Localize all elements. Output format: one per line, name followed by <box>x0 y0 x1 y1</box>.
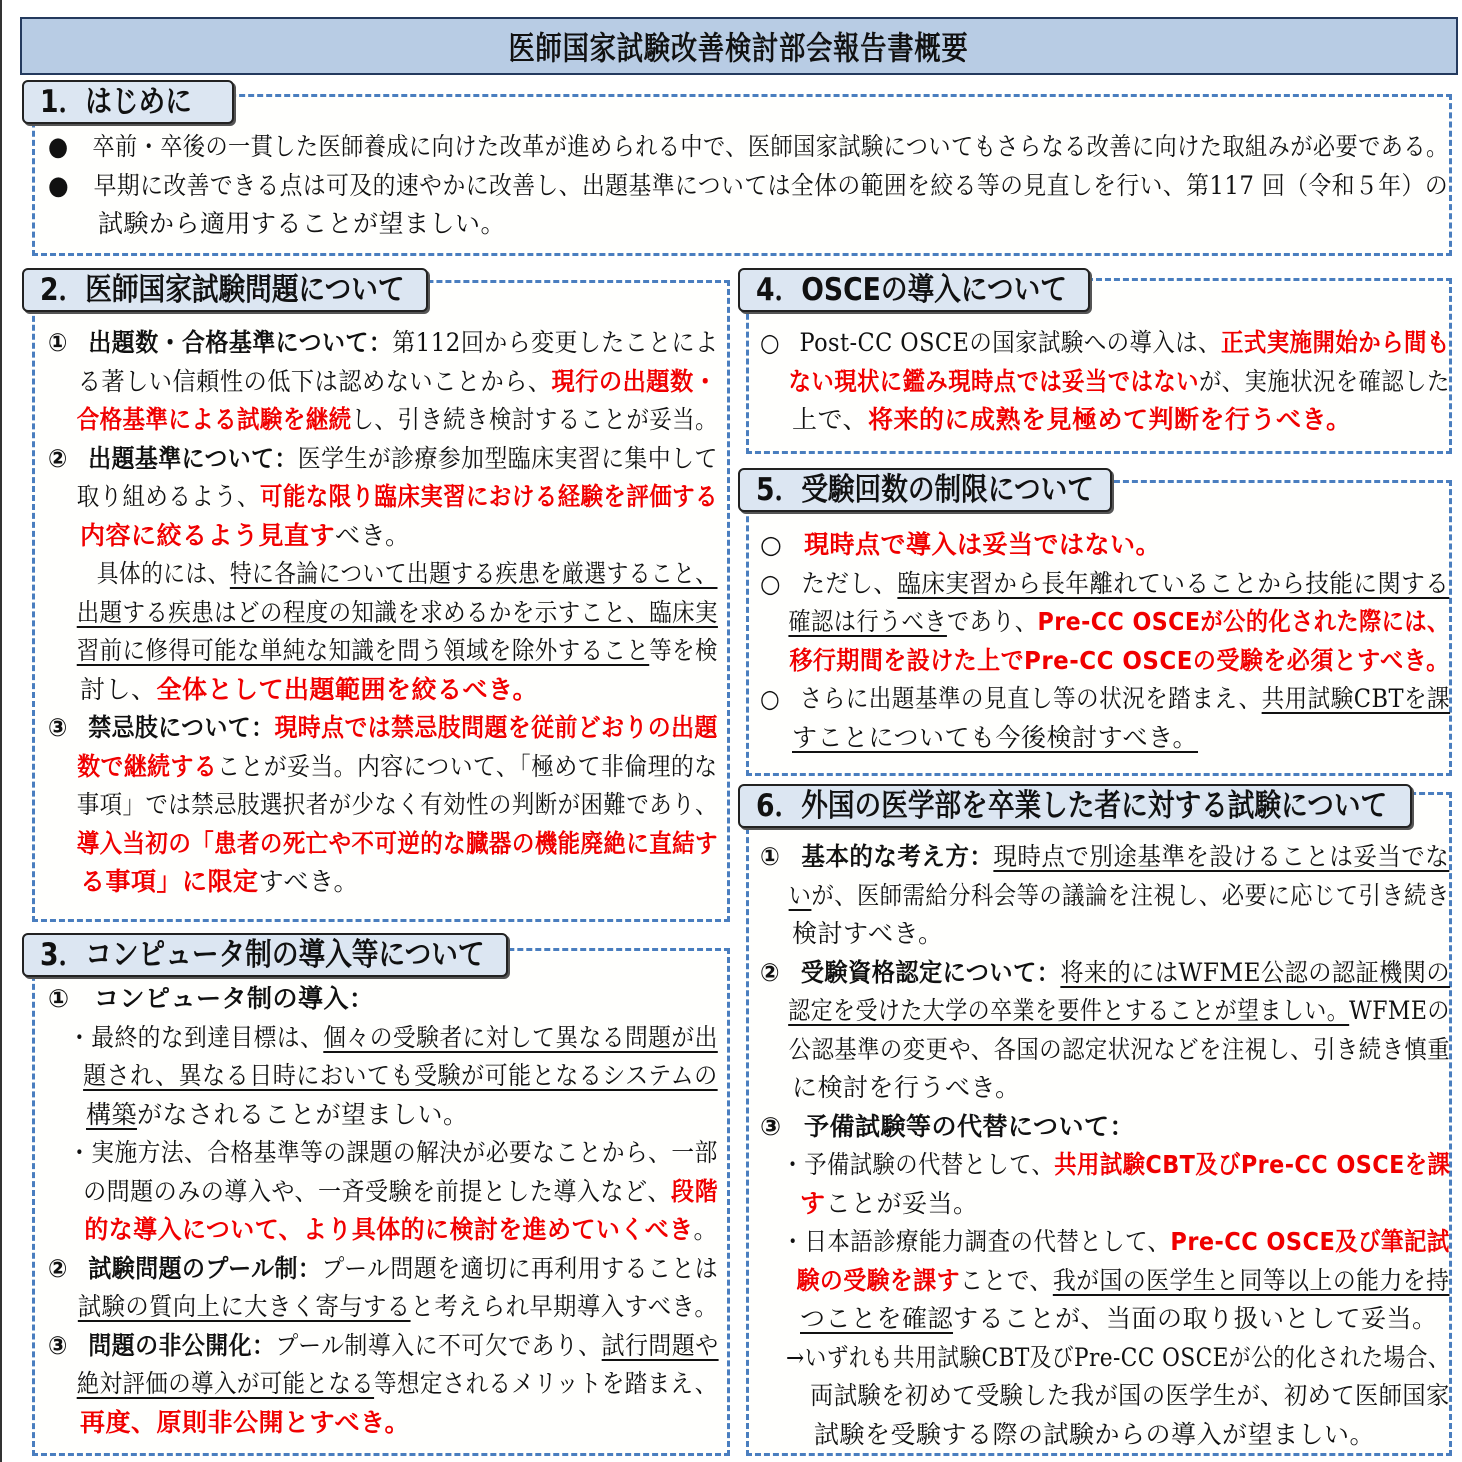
text: ことで、 <box>959 1265 1053 1295</box>
intro-text-3: 試験から適用することが望ましい。 <box>98 209 507 238</box>
emphasis-text: 合格基準による試験を継続 <box>76 405 352 434</box>
section-1-heading <box>22 80 234 124</box>
emphasis-text: る事項」に限定 <box>80 867 259 896</box>
emphasis-text: 再度、原則非公開とすべき。 <box>80 1407 411 1437</box>
section-2-heading <box>22 268 428 312</box>
s3-item1-b2-line1 <box>48 1134 718 1173</box>
text: 討し、 <box>80 674 157 704</box>
s2-item3-line1 <box>48 709 718 748</box>
s6-item3-b2-line2 <box>760 1262 1450 1301</box>
number-marker: ① <box>760 842 781 871</box>
text: と考えられ早期導入すべき。 <box>410 1292 719 1321</box>
bullet-icon: ● <box>48 132 69 162</box>
text: WFMEの <box>1349 996 1450 1025</box>
s3-item1-b2-line2 <box>48 1173 718 1212</box>
text: 検討すべき。 <box>792 919 944 948</box>
s6-item1-line1 <box>760 838 1450 877</box>
text: 両試験を初めて受験した我が国の医学生が、初めて医師国家 <box>810 1381 1450 1410</box>
s2-item2-line5 <box>48 594 718 633</box>
number-marker: ③ <box>48 1330 68 1360</box>
emphasis-text: ない現状に鑑み現時点では妥当ではない <box>788 366 1199 396</box>
list-item <box>48 167 1448 206</box>
underlined-text: 題され、異なる日時においても受験が可能となるシステムの <box>83 1061 718 1090</box>
text: 試験を受験する際の試験からの導入が望ましい。 <box>814 1419 1376 1449</box>
emphasis-text: 現時点で導入は妥当ではない。 <box>804 530 1162 559</box>
underlined-text: 現時点で別途基準を設けることは妥当でな <box>993 842 1450 871</box>
text: 具体的には、 <box>96 559 230 588</box>
s6-item3-arrow-line2 <box>760 1377 1450 1416</box>
s3-item2-line2 <box>48 1288 718 1327</box>
item-label: 試験問題のプール制： <box>88 1253 322 1283</box>
emphasis-text: 共用試験CBT及びPre-CC OSCEを課 <box>1054 1150 1451 1179</box>
section-6-heading <box>738 784 1412 828</box>
text: る著しい信頼性の低下は認めないことから、 <box>77 366 552 396</box>
s2-item2-line2 <box>48 478 718 517</box>
item-label: 受験資格認定について： <box>800 957 1061 987</box>
circle-marker-icon: ○ <box>760 568 782 598</box>
number-marker: ③ <box>48 713 68 742</box>
bullet-icon: ● <box>48 170 70 201</box>
list-item-continuation <box>48 205 1448 244</box>
number-marker: ② <box>48 443 68 473</box>
s2-item2-line4 <box>48 555 718 594</box>
document-title-bar <box>20 17 1458 75</box>
emphasis-text: 験の受験を課す <box>796 1265 960 1295</box>
intro-text-1: 卒前・卒後の一貫した医師養成に向けた改革が進められる中で、医師国家試験についてもさらなる改善に向けた取組みが必要である。 <box>92 132 1449 161</box>
document-title: 医師国家試験改善検討部会報告書概要 <box>508 29 970 67</box>
text: Post-CC OSCEの国家試験への導入は、 <box>799 328 1221 357</box>
emphasis-text: 段階 <box>671 1176 719 1206</box>
text: ことが妥当。内容について、「極めて非倫理的な <box>217 751 718 781</box>
s2-item1-line1 <box>48 324 718 363</box>
text: 公認基準の変更や、各国の認定状況などを注視し、引き続き慎重 <box>788 1034 1451 1064</box>
section-4-content <box>760 324 1450 440</box>
section-6-content <box>760 838 1450 1454</box>
text: プール問題を適切に再利用することは <box>321 1253 719 1283</box>
s6-item3-line1 <box>760 1108 1450 1147</box>
s4-line2 <box>760 363 1450 402</box>
section-3-heading <box>22 933 508 977</box>
item-label: 基本的な考え方： <box>801 842 994 871</box>
text: プール制導入に不可欠であり、 <box>275 1330 602 1360</box>
emphasis-text: 将来的に成熟を見極めて判断を行うべき。 <box>868 405 1352 434</box>
text: の問題のみの導入や、一斉受験を前提とした導入など、 <box>83 1176 672 1206</box>
s3-item3-line1 <box>48 1327 718 1366</box>
s6-item3-arrow-line3 <box>760 1416 1450 1455</box>
text: →いずれも共用試験CBT及びPre-CC OSCEが公的化された場合、 <box>786 1342 1450 1372</box>
section-3-content <box>48 980 718 1442</box>
number-marker: ① <box>48 984 70 1013</box>
s6-item1-line3 <box>760 915 1450 954</box>
number-marker: ③ <box>760 1111 782 1141</box>
text: ただし、 <box>801 568 898 598</box>
item-label: 禁忌肢について： <box>88 713 275 742</box>
emphasis-text: 移行期間を設けた上でPre-CC OSCEの受験を必須とすべき。 <box>789 645 1450 675</box>
s3-item3-line2 <box>48 1365 718 1404</box>
emphasis-text: 可能な限り臨床実習における経験を評価する <box>259 482 718 511</box>
item-label: コンピュータ制の導入： <box>94 984 375 1013</box>
s6-item2-line2 <box>760 992 1450 1031</box>
emphasis-text: 現時点では禁忌肢問題を従前どおりの出題 <box>274 713 718 742</box>
text: ことが妥当。 <box>825 1188 979 1218</box>
underlined-text: 構築 <box>86 1099 138 1129</box>
underlined-text: 試験の質向上に大きく寄与する <box>77 1292 411 1321</box>
s6-item2-line1 <box>760 954 1450 993</box>
text: 最終的な到達目標は、 <box>91 1022 324 1052</box>
item-label: 出題基準について： <box>88 443 298 473</box>
emphasis-text: 内容に絞るよう見直す <box>80 520 336 550</box>
s2-item2-line6 <box>48 632 718 671</box>
section-4-heading <box>738 268 1090 312</box>
section-1-content <box>48 128 1448 244</box>
s3-item1-line1 <box>48 980 718 1019</box>
s2-item3-line2 <box>48 748 718 787</box>
number-marker: ② <box>760 957 781 987</box>
circle-marker-icon: ○ <box>760 530 783 559</box>
emphasis-text: 導入当初の「患者の死亡や不可逆的な臓器の機能廃絶に直結す <box>76 828 718 858</box>
s6-item2-line4 <box>760 1069 1450 1108</box>
s2-item1-line3 <box>48 401 718 440</box>
underlined-text: 認定を受けた大学の卒業を要件とすることが望ましい。 <box>788 996 1350 1025</box>
emphasis-text: す <box>800 1188 826 1218</box>
text: 日本語診療能力調査の代替として、 <box>804 1227 1171 1256</box>
bullet-dot-icon: ・ <box>68 1022 92 1052</box>
s5-item3-line1 <box>760 680 1450 719</box>
section-2-content <box>48 324 718 902</box>
underlined-text: すことについても今後検討すべき。 <box>792 722 1199 752</box>
s3-item1-b1-line3 <box>48 1096 718 1135</box>
circle-marker-icon: ○ <box>760 328 781 357</box>
text: することが、当面の取り扱いとして妥当。 <box>953 1304 1438 1333</box>
underlined-text: 将来的にはWFME公認の認証機関の <box>1060 957 1451 987</box>
item-label: 問題の非公開化： <box>88 1330 276 1360</box>
item-label: 予備試験等の代替について： <box>804 1111 1136 1141</box>
number-marker: ② <box>48 1253 68 1283</box>
section-5-heading <box>738 468 1112 512</box>
underlined-text: 絶対評価の導入が可能となる <box>76 1369 375 1398</box>
text: がなされることが望ましい。 <box>137 1099 469 1129</box>
underlined-text: 特に各論について出題する疾患を厳選すること、 <box>229 559 718 588</box>
s5-item2-line1 <box>760 565 1450 604</box>
text: 事項」では禁忌肢選択者が少なく有効性の判断が困難であり、 <box>76 790 718 819</box>
text: であり、 <box>946 607 1038 636</box>
text: 第112回から変更したことによ <box>392 328 719 357</box>
emphasis-text: Pre-CC OSCEが公的化された際には、 <box>1037 607 1450 636</box>
section-3-heading-text: 3．コンピュータ制の導入等について <box>40 937 485 973</box>
text: 等を検 <box>649 636 718 665</box>
s2-item3-line5 <box>48 863 718 902</box>
section-2-heading-text: 2．医師国家試験問題について <box>40 272 405 308</box>
s6-item3-b2-line1 <box>760 1223 1450 1262</box>
text: さらに出題基準の見直し等の状況を踏まえ、 <box>799 684 1262 713</box>
text: し、引き続き検討することが妥当。 <box>351 405 718 434</box>
s4-line1 <box>760 324 1450 363</box>
underlined-text: 共用試験CBTを課 <box>1261 684 1451 713</box>
emphasis-text: 的な導入について、より具体的に検討を進めていくべき <box>84 1215 694 1244</box>
text: 実施方法、合格基準等の課題の解決が必要なことから、一部 <box>91 1138 718 1167</box>
s3-item1-b1-line1 <box>48 1019 718 1058</box>
s6-item3-b2-line3 <box>760 1300 1450 1339</box>
item-label: 出題数・合格基準について： <box>88 328 393 357</box>
s5-item3-line2 <box>760 719 1450 758</box>
bullet-dot-icon: ・ <box>781 1227 805 1256</box>
s5-item2-line3 <box>760 642 1450 681</box>
bullet-dot-icon: ・ <box>781 1150 805 1179</box>
text: が、医師需給分科会等の議論を注視し、必要に応じて引き続き <box>811 880 1450 910</box>
intro-text-2: 早期に改善できる点は可及的速やかに改善し、出題基準については全体の範囲を絞る等の見直しを行い、第117 回（令和５年）の <box>93 170 1449 200</box>
s3-item3-line3 <box>48 1404 718 1443</box>
underlined-text: 臨床実習から長年離れていることから技能に関する <box>897 568 1450 598</box>
text: が、実施状況を確認した <box>1198 366 1450 396</box>
s6-item1-line2 <box>760 877 1450 916</box>
emphasis-text: Pre-CC OSCE及び筆記試 <box>1170 1227 1450 1256</box>
underlined-text: 確認は行うべき <box>788 607 947 636</box>
text: 取り組めるよう、 <box>76 482 260 511</box>
section-5-content <box>760 526 1450 757</box>
underlined-text: い <box>788 880 812 910</box>
section-6-heading-text: 6．外国の医学部を卒業した者に対する試験について <box>756 788 1388 824</box>
s5-item2-line2 <box>760 603 1450 642</box>
underlined-text: 習前に修得可能な単純な知識を問う領域を除外すること <box>76 636 650 665</box>
s2-item1-line2 <box>48 363 718 402</box>
emphasis-text: 数で継続する <box>77 751 218 781</box>
s2-item3-line4 <box>48 825 718 864</box>
emphasis-text: 正式実施開始から間も <box>1220 328 1450 357</box>
text: 上で、 <box>792 405 869 434</box>
text: に検討を行うべき。 <box>792 1073 1021 1102</box>
s6-item3-arrow-line1 <box>760 1339 1450 1378</box>
number-marker: ① <box>48 328 68 357</box>
s3-item1-b2-line3 <box>48 1211 718 1250</box>
text: すべき。 <box>258 867 360 896</box>
underlined-text: つことを確認 <box>800 1304 954 1333</box>
section-1-heading-text: 1．はじめに <box>40 84 192 120</box>
s6-item3-b1-line2 <box>760 1185 1450 1224</box>
s6-item3-b1-line1 <box>760 1146 1450 1185</box>
s6-item2-line3 <box>760 1031 1450 1070</box>
section-5-heading-text: 5．受験回数の制限について <box>756 472 1094 508</box>
s2-item2-line7 <box>48 671 718 710</box>
s5-item1 <box>760 526 1450 565</box>
underlined-text: 我が国の医学生と同等以上の能力を持 <box>1052 1265 1450 1295</box>
s4-line3 <box>760 401 1450 440</box>
text: 。 <box>693 1215 718 1244</box>
s3-item1-b1-line2 <box>48 1057 718 1096</box>
underlined-text: 出題する疾患はどの程度の知識を求めるかを示すこと、臨床実 <box>76 597 718 627</box>
emphasis-text: 全体として出題範囲を絞るべき。 <box>156 674 539 704</box>
s2-item2-line1 <box>48 440 718 479</box>
underlined-text: 個々の受験者に対して異なる問題が出 <box>323 1022 718 1052</box>
emphasis-text: 現行の出題数・ <box>551 366 718 396</box>
s2-item2-line3 <box>48 517 718 556</box>
section-4-heading-text: 4．OSCEの導入について <box>756 272 1067 308</box>
text: 医学生が診療参加型臨床実習に集中して <box>297 443 718 473</box>
s3-item2-line1 <box>48 1250 718 1289</box>
s2-item3-line3 <box>48 786 718 825</box>
text: 等想定されるメリットを踏まえ、 <box>374 1369 718 1398</box>
text: べき。 <box>335 520 411 550</box>
text: 予備試験の代替として、 <box>804 1150 1055 1179</box>
bullet-dot-icon: ・ <box>68 1138 92 1167</box>
list-item <box>48 128 1449 167</box>
underlined-text: 試行問題や <box>601 1330 719 1360</box>
circle-marker-icon: ○ <box>760 684 781 713</box>
